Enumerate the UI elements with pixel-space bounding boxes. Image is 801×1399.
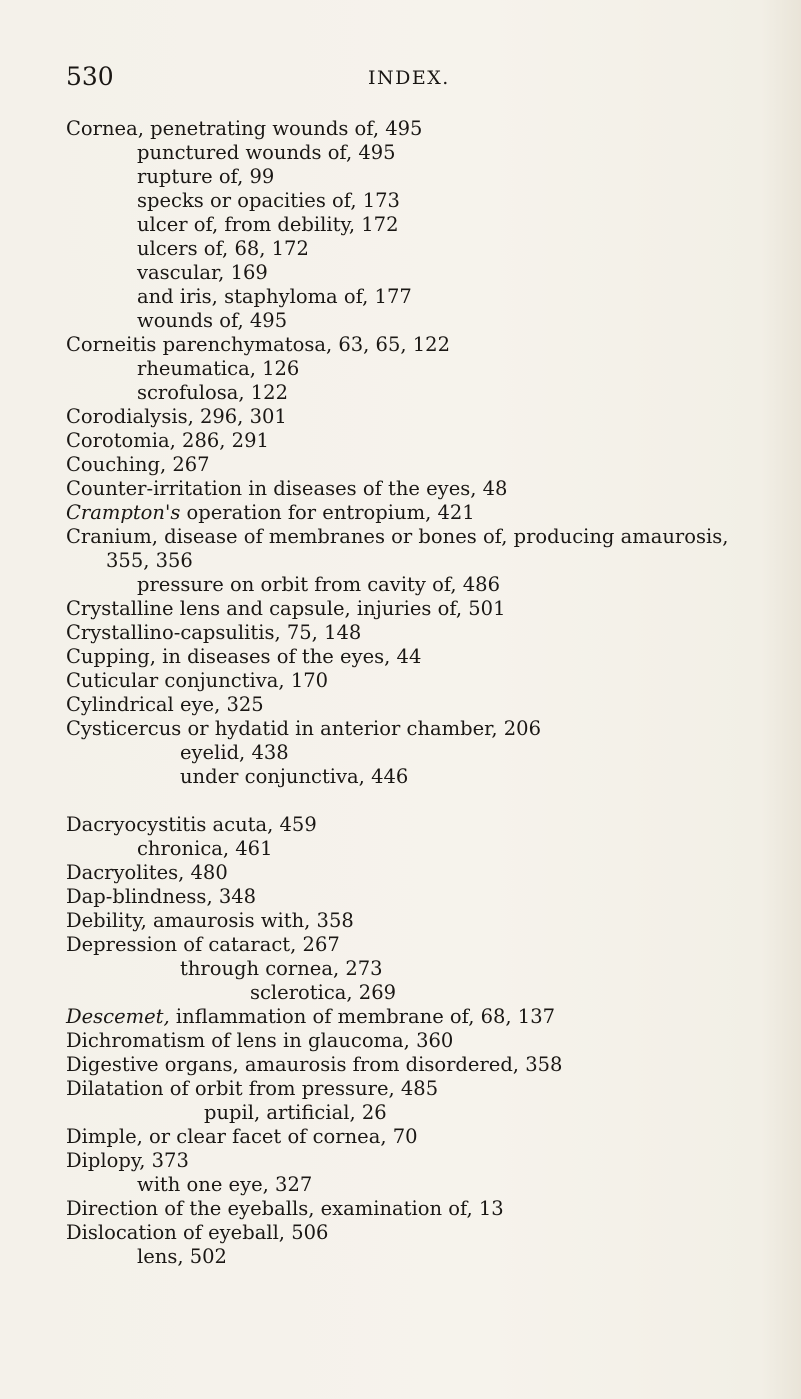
index-entry — [66, 1005, 555, 1029]
entry-text: operation for entropium, 421 — [180, 501, 475, 524]
page-number: 530 — [66, 62, 114, 91]
index-entry: Direction of the eyeballs, examination of, 13 — [66, 1197, 504, 1220]
index-entry: Dilatation of orbit from pressure, 485 — [66, 1077, 439, 1100]
index-entry: pupil, artificial, 26 — [204, 1101, 387, 1124]
index-entry: Dichromatism of lens in glaucoma, 360 — [66, 1029, 454, 1052]
index-entry: Crystalline lens and capsule, injuries of, 501 — [66, 597, 506, 620]
index-entry: sclerotica, 269 — [250, 981, 397, 1004]
index-entry: Diplopy, 373 — [66, 1149, 189, 1172]
author-name: Descemet, — [66, 1005, 170, 1028]
index-entry: chronica, 461 — [137, 837, 273, 860]
index-entry: lens, 502 — [137, 1245, 227, 1268]
index-entry: Dacryolites, 480 — [66, 861, 228, 884]
index-entry: Dimple, or clear facet of cornea, 70 — [66, 1125, 418, 1148]
index-entry: Couching, 267 — [66, 453, 210, 476]
index-entry: Cornea, penetrating wounds of, 495 — [66, 117, 423, 140]
index-entry: Cranium, disease of membranes or bones of, producing amaurosis, — [66, 525, 729, 548]
index-entry: vascular, 169 — [137, 261, 268, 284]
entry-text: inflammation of membrane of, 68, 137 — [169, 1005, 556, 1028]
index-entry: Cylindrical eye, 325 — [66, 693, 264, 716]
index-entry: scrofulosa, 122 — [137, 381, 288, 404]
index-entry: Corneitis parenchymatosa, 63, 65, 122 — [66, 333, 450, 356]
index-entry: and iris, staphyloma of, 177 — [137, 285, 412, 308]
index-entry: rupture of, 99 — [137, 165, 275, 188]
index-entry: Crystallino-capsulitis, 75, 148 — [66, 621, 362, 644]
page-header — [66, 62, 801, 92]
author-name: Crampton's — [66, 501, 181, 524]
index-entry: under conjunctiva, 446 — [180, 765, 409, 788]
index-entry: eyelid, 438 — [180, 741, 289, 764]
index-entry: specks or opacities of, 173 — [137, 189, 400, 212]
running-head: INDEX. — [368, 67, 450, 89]
index-entry: Dap-blindness, 348 — [66, 885, 257, 908]
index-entry: Debility, amaurosis with, 358 — [66, 909, 354, 932]
index-entry: Digestive organs, amaurosis from disordered, 358 — [66, 1053, 563, 1076]
index-entry: Corodialysis, 296, 301 — [66, 405, 287, 428]
index-entry: through cornea, 273 — [180, 957, 383, 980]
index-entry: Dacryocystitis acuta, 459 — [66, 813, 317, 836]
index-entry: Dislocation of eyeball, 506 — [66, 1221, 329, 1244]
index-entry: wounds of, 495 — [137, 309, 288, 332]
index-entry: pressure on orbit from cavity of, 486 — [137, 573, 500, 596]
index-entry: Cupping, in diseases of the eyes, 44 — [66, 645, 422, 668]
index-entry: with one eye, 327 — [137, 1173, 313, 1196]
index-entry: rheumatica, 126 — [137, 357, 300, 380]
index-entry: Cuticular conjunctiva, 170 — [66, 669, 329, 692]
index-entry: Cysticercus or hydatid in anterior chamber, 206 — [66, 717, 541, 740]
index-entry: ulcer of, from debility, 172 — [137, 213, 399, 236]
index-entry — [66, 501, 475, 525]
index-entry: punctured wounds of, 495 — [137, 141, 396, 164]
index-entry: 355, 356 — [106, 549, 193, 572]
index-entry: ulcers of, 68, 172 — [137, 237, 309, 260]
index-entry: Depression of cataract, 267 — [66, 933, 340, 956]
index-entry: Counter-irritation in diseases of the eyes, 48 — [66, 477, 508, 500]
index-entry: Corotomia, 286, 291 — [66, 429, 269, 452]
